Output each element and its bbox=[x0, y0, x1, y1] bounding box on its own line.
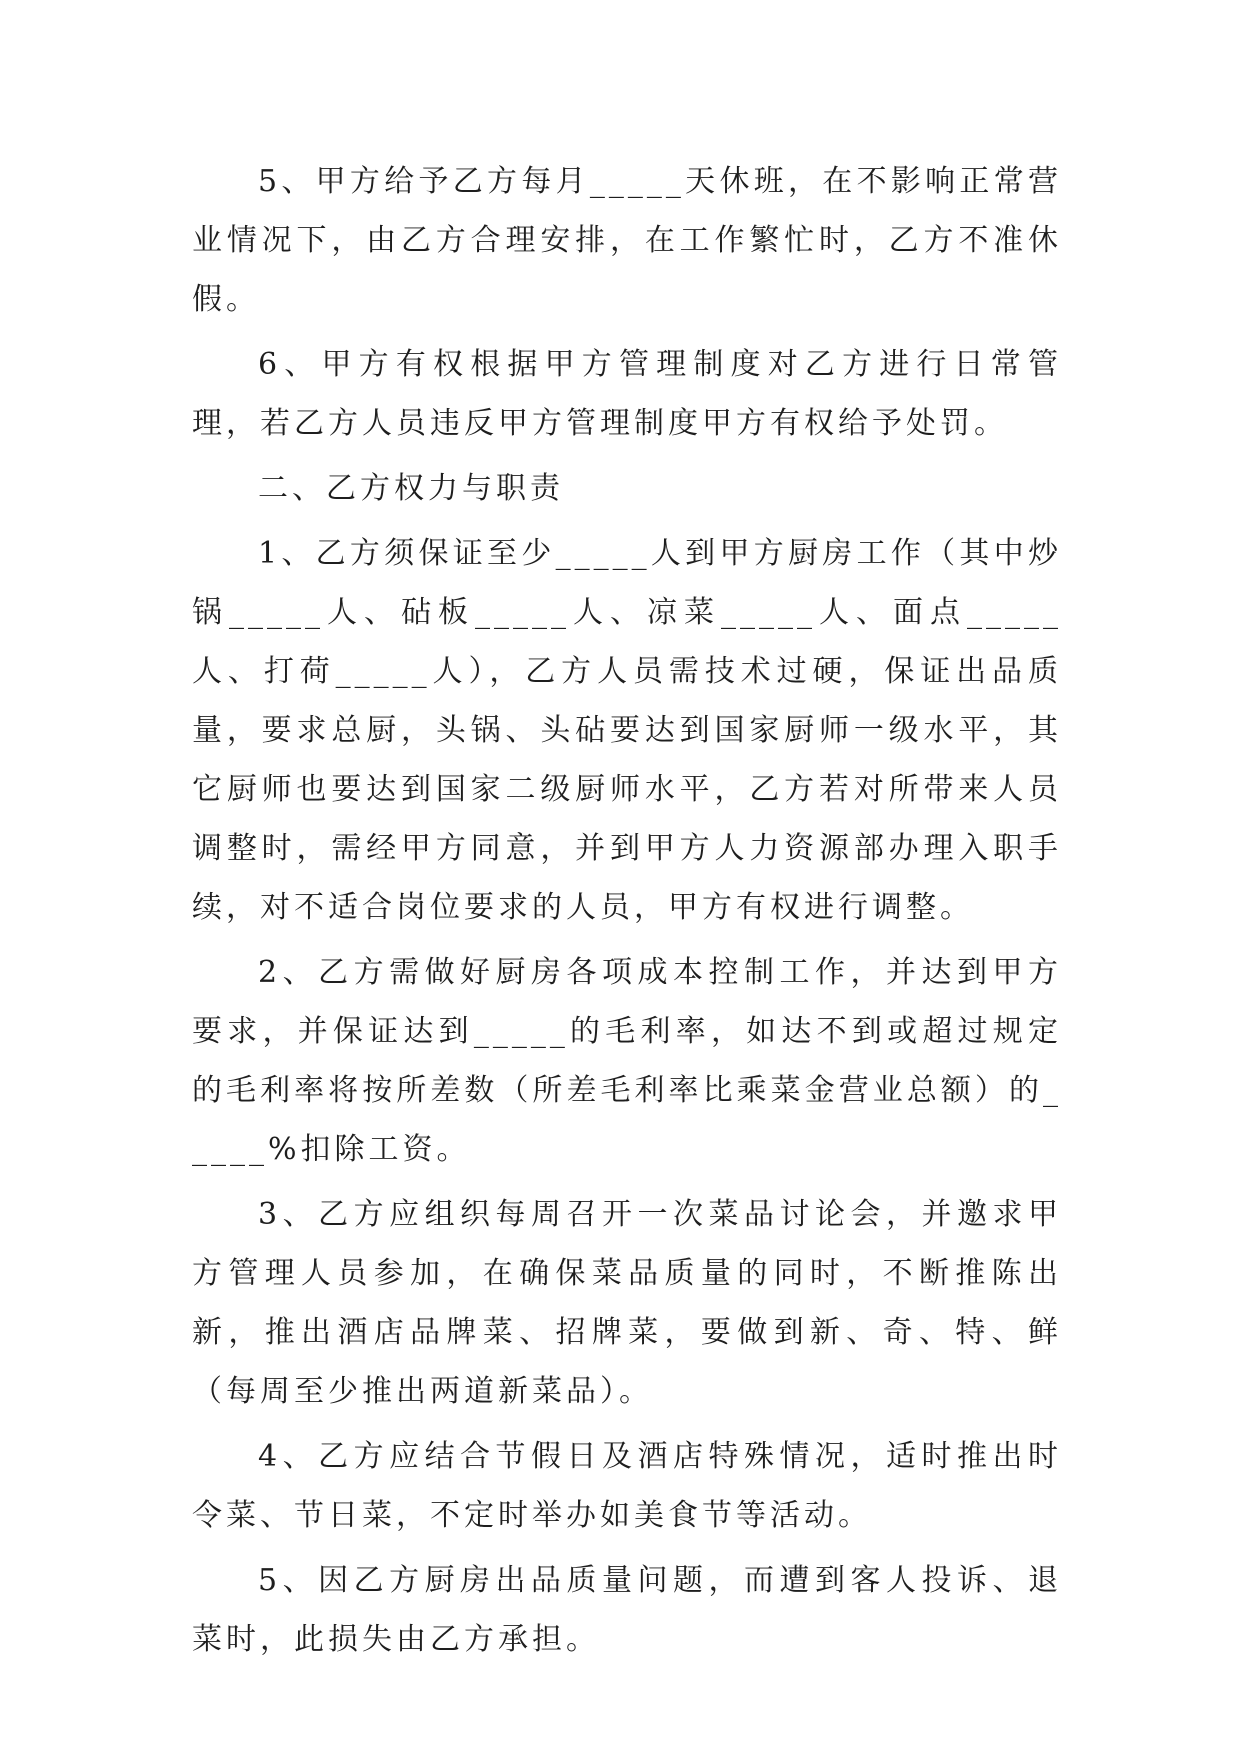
section-heading-party-b: 二、乙方权力与职责 bbox=[258, 471, 564, 506]
paragraph-item-1-staffing: 1、乙方须保证至少_____人到甲方厨房工作（其中炒锅_____人、砧板_____人、凉菜_____人、面点_____人、打荷_____人），乙方人员需技术过硬，保证出品质量，要求总厨，头锅、头砧要达到国家厨师一级水平，其它厨师也要达到国家二级厨师水平，乙方若对所带来人员调整时，需经甲方同意，并到甲方人力资源部办理入职手续，对不适合岗位要求的人员，甲方有权进行调整。 bbox=[192, 536, 1062, 925]
document-body bbox=[192, 152, 1062, 1675]
paragraph-item-4-seasonal-dishes: 4、乙方应结合节假日及酒店特殊情况，适时推出时令菜、节日菜，不定时举办如美食节等活动。 bbox=[192, 1439, 1062, 1533]
paragraph-item-2-cost-control: 2、乙方需做好厨房各项成本控制工作，并达到甲方要求，并保证达到_____的毛利率，如达不到或超过规定的毛利率将按所差数（所差毛利率比乘菜金营业总额）的_____%扣除工资。 bbox=[192, 955, 1062, 1167]
paragraph-item-5-complaints: 5、因乙方厨房出品质量问题，而遭到客人投诉、退菜时，此损失由乙方承担。 bbox=[192, 1563, 1062, 1657]
paragraph-item-3-menu-meeting: 3、乙方应组织每周召开一次菜品讨论会，并邀求甲方管理人员参加，在确保菜品质量的同时，不断推陈出新，推出酒店品牌菜、招牌菜，要做到新、奇、特、鲜（每周至少推出两道新菜品）。 bbox=[192, 1197, 1062, 1409]
paragraph-item-6-management: 6、甲方有权根据甲方管理制度对乙方进行日常管理，若乙方人员违反甲方管理制度甲方有权给予处罚。 bbox=[192, 347, 1062, 441]
paragraph-item-5-rest-days: 5、甲方给予乙方每月_____天休班，在不影响正常营业情况下，由乙方合理安排，在工作繁忙时，乙方不准休假。 bbox=[192, 164, 1062, 317]
